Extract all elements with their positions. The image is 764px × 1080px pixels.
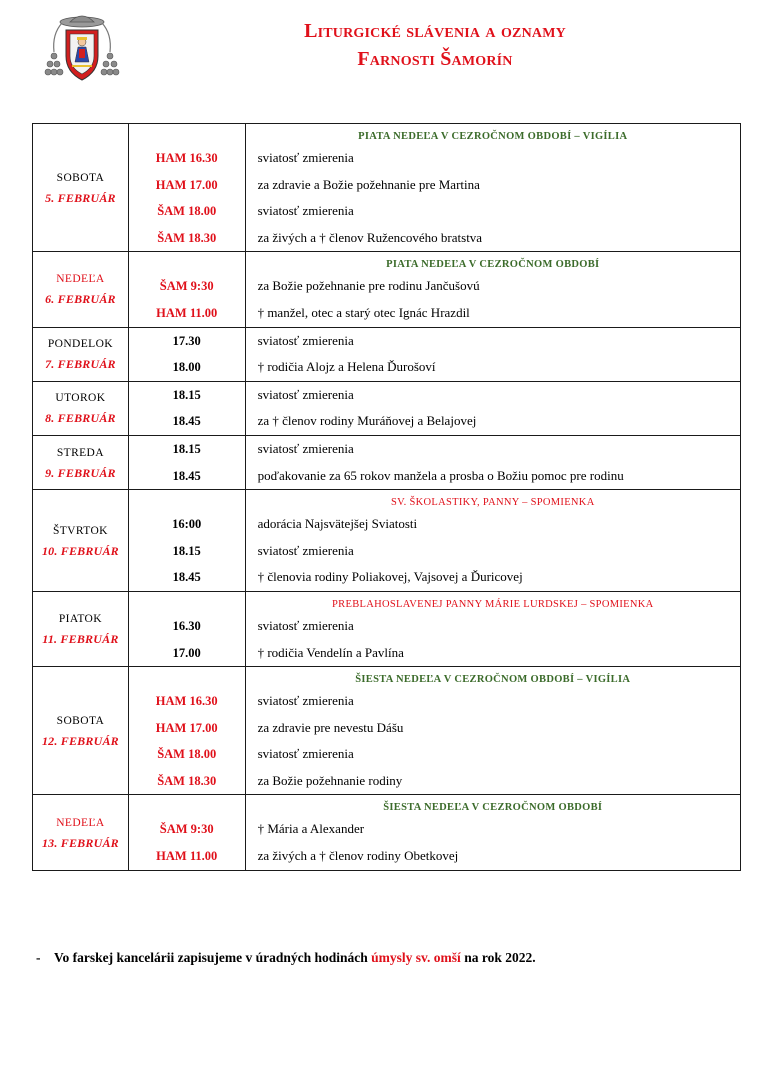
day-name: NEDEĽA (56, 273, 105, 286)
mass-intention: sviatosť zmierenia (257, 150, 354, 165)
day-cell (33, 327, 129, 381)
office-notice (36, 948, 736, 968)
liturgical-feast-label: SV. ŠKOLASTIKY, PANNY – SPOMIENKA (390, 497, 595, 509)
day-cell (33, 490, 129, 592)
time-cell (128, 381, 245, 435)
day-cell (33, 435, 129, 489)
mass-intention: sviatosť zmierenia (257, 203, 354, 219)
time-spacer (129, 252, 245, 273)
intention-cell (245, 252, 740, 327)
time-cell (128, 667, 245, 795)
day-cell (33, 667, 129, 795)
day-date: 9. FEBRUÁR (45, 465, 116, 480)
mass-time: 17.00 (172, 645, 201, 660)
mass-time: ŠAM 18.30 (157, 773, 217, 788)
day-cell (33, 124, 129, 252)
notice-bullet: - (36, 950, 41, 965)
intention-cell (245, 327, 740, 381)
mass-time: ŠAM 9:30 (159, 822, 214, 837)
day-date: 6. FEBRUÁR (45, 292, 116, 307)
mass-intention: za živých a † členov rodiny Obetkovej (257, 848, 459, 864)
mass-intention: za Božie požehnanie pre rodinu Jančušovú (257, 278, 480, 294)
schedule-day-row (33, 667, 741, 795)
mass-time: 18.15 (172, 387, 201, 402)
notice-text-middle: na (460, 950, 482, 965)
mass-time: 18.00 (172, 360, 201, 375)
mass-time: HAM 16.30 (155, 694, 218, 709)
mass-intention: sviatosť zmierenia (257, 746, 354, 762)
intention-cell (245, 591, 740, 666)
time-spacer (129, 667, 245, 688)
document-title-line-2: Farnosti Šamorín (357, 48, 513, 70)
day-date: 7. FEBRUÁR (45, 357, 116, 372)
day-date: 8. FEBRUÁR (45, 411, 116, 426)
day-name: NEDEĽA (56, 816, 105, 829)
mass-time: 18.45 (172, 468, 201, 483)
mass-time: ŠAM 18.00 (157, 204, 217, 219)
intention-cell (245, 381, 740, 435)
liturgical-feast-label: PREBLAHOSLAVENEJ PANNY MÁRIE LURDSKEJ – SPOMIENKA (332, 598, 654, 610)
mass-time: 18.45 (172, 570, 201, 585)
schedule-day-row (33, 490, 741, 592)
mass-intention: poďakovanie za 65 rokov manžela a prosba o Božiu pomoc pre rodinu (257, 467, 624, 483)
time-cell (128, 795, 245, 870)
mass-intention: † rodičia Vendelín a Pavlína (257, 644, 404, 660)
mass-time: 16.30 (172, 618, 201, 633)
time-cell (128, 124, 245, 252)
mass-time: ŠAM 18.00 (157, 747, 217, 762)
day-date: 5. FEBRUÁR (45, 190, 116, 205)
intention-cell (245, 435, 740, 489)
mass-intention: † manžel, otec a starý otec Ignác Hrazdil (257, 304, 470, 320)
parish-coat-of-arms (44, 12, 120, 84)
day-cell (33, 591, 129, 666)
mass-time: HAM 17.00 (155, 720, 218, 735)
liturgy-schedule-table (32, 123, 741, 871)
schedule-day-row (33, 795, 741, 870)
mass-intention: za zdravie pre nevestu Dášu (257, 719, 404, 735)
mass-intention: sviatosť zmierenia (257, 693, 354, 709)
notice-text-end: rok 2022. (481, 950, 536, 965)
time-cell (128, 327, 245, 381)
day-date: 13. FEBRUÁR (41, 835, 119, 850)
mass-time: 16:00 (172, 517, 202, 532)
mass-intention: † rodičia Alojz a Helena Ďurošoví (257, 359, 436, 375)
mass-intention: sviatosť zmierenia (257, 617, 354, 633)
mass-time: 18.45 (172, 414, 201, 429)
intention-cell (245, 124, 740, 252)
mass-intention: za zdravie a Božie požehnanie pre Martina (257, 176, 480, 192)
intention-cell (245, 490, 740, 592)
day-cell (33, 795, 129, 870)
mass-time: HAM 16.30 (155, 151, 218, 165)
mass-time: HAM 17.00 (155, 177, 218, 192)
day-date: 10. FEBRUÁR (41, 543, 119, 558)
intention-cell (245, 667, 740, 795)
day-name: PIATOK (58, 613, 102, 625)
time-cell (128, 252, 245, 327)
time-cell (128, 591, 245, 666)
mass-time: 17.30 (172, 333, 201, 348)
liturgical-feast-label: PIATA NEDEĽA V CEZROČNOM OBDOBÍ – VIGÍLIA (358, 131, 628, 142)
intention-cell (245, 795, 740, 870)
notice-text-start: Vo farskej kancelárii zapisujeme v úradných hodinách (54, 950, 372, 965)
mass-time: 18.15 (172, 543, 201, 558)
schedule-day-row (33, 591, 741, 666)
day-name: PONDELOK (47, 338, 113, 351)
mass-intention: sviatosť zmierenia (257, 542, 354, 558)
mass-time: 18.15 (172, 441, 201, 456)
schedule-day-row (33, 124, 741, 252)
mass-time: ŠAM 9:30 (159, 279, 214, 294)
mass-intention: za živých a † členov Ružencového bratstva (257, 229, 483, 245)
time-spacer (129, 124, 245, 145)
mass-intention: za Božie požehnanie rodiny (257, 772, 403, 788)
mass-time: HAM 11.00 (156, 849, 218, 864)
liturgical-feast-label: ŠIESTA NEDEĽA V CEZROČNOM OBDOBÍ (383, 802, 603, 814)
mass-time: ŠAM 18.30 (157, 230, 217, 245)
liturgical-feast-label: PIATA NEDEĽA V CEZROČNOM OBDOBÍ (386, 259, 600, 271)
day-cell (33, 381, 129, 435)
mass-intention: za † členov rodiny Muráňovej a Belajovej (257, 413, 477, 429)
day-date: 12. FEBRUÁR (41, 733, 119, 748)
time-spacer (129, 490, 245, 511)
schedule-day-row (33, 381, 741, 435)
day-name: UTOROK (55, 392, 106, 405)
schedule-day-row (33, 252, 741, 327)
mass-intention: sviatosť zmierenia (257, 440, 354, 456)
day-date: 11. FEBRUÁR (42, 632, 119, 646)
day-name: SOBOTA (56, 714, 105, 727)
mass-intention: † členovia rodiny Poliakovej, Vajsovej a Ďuricovej (257, 569, 523, 585)
time-spacer (129, 592, 245, 613)
mass-intention: sviatosť zmierenia (257, 332, 354, 348)
document-title-line-1: Liturgické slávenia a oznamy (304, 20, 566, 42)
time-cell (128, 435, 245, 489)
notice-highlight: úmysly sv. omší (371, 950, 461, 965)
time-spacer (129, 795, 245, 816)
day-cell (33, 252, 129, 327)
mass-time: HAM 11.00 (156, 305, 218, 320)
day-name: ŠTVRTOK (52, 524, 108, 537)
mass-intention: sviatosť zmierenia (257, 386, 354, 402)
liturgical-feast-label: ŠIESTA NEDEĽA V CEZROČNOM OBDOBÍ – VIGÍLIA (355, 674, 631, 686)
day-name: STREDA (56, 446, 104, 459)
day-name: SOBOTA (56, 171, 105, 184)
mass-intention: † Mária a Alexander (257, 821, 365, 837)
time-cell (128, 490, 245, 592)
mass-intention: adorácia Najsvätejšej Sviatosti (257, 516, 418, 532)
schedule-day-row (33, 435, 741, 489)
schedule-day-row (33, 327, 741, 381)
